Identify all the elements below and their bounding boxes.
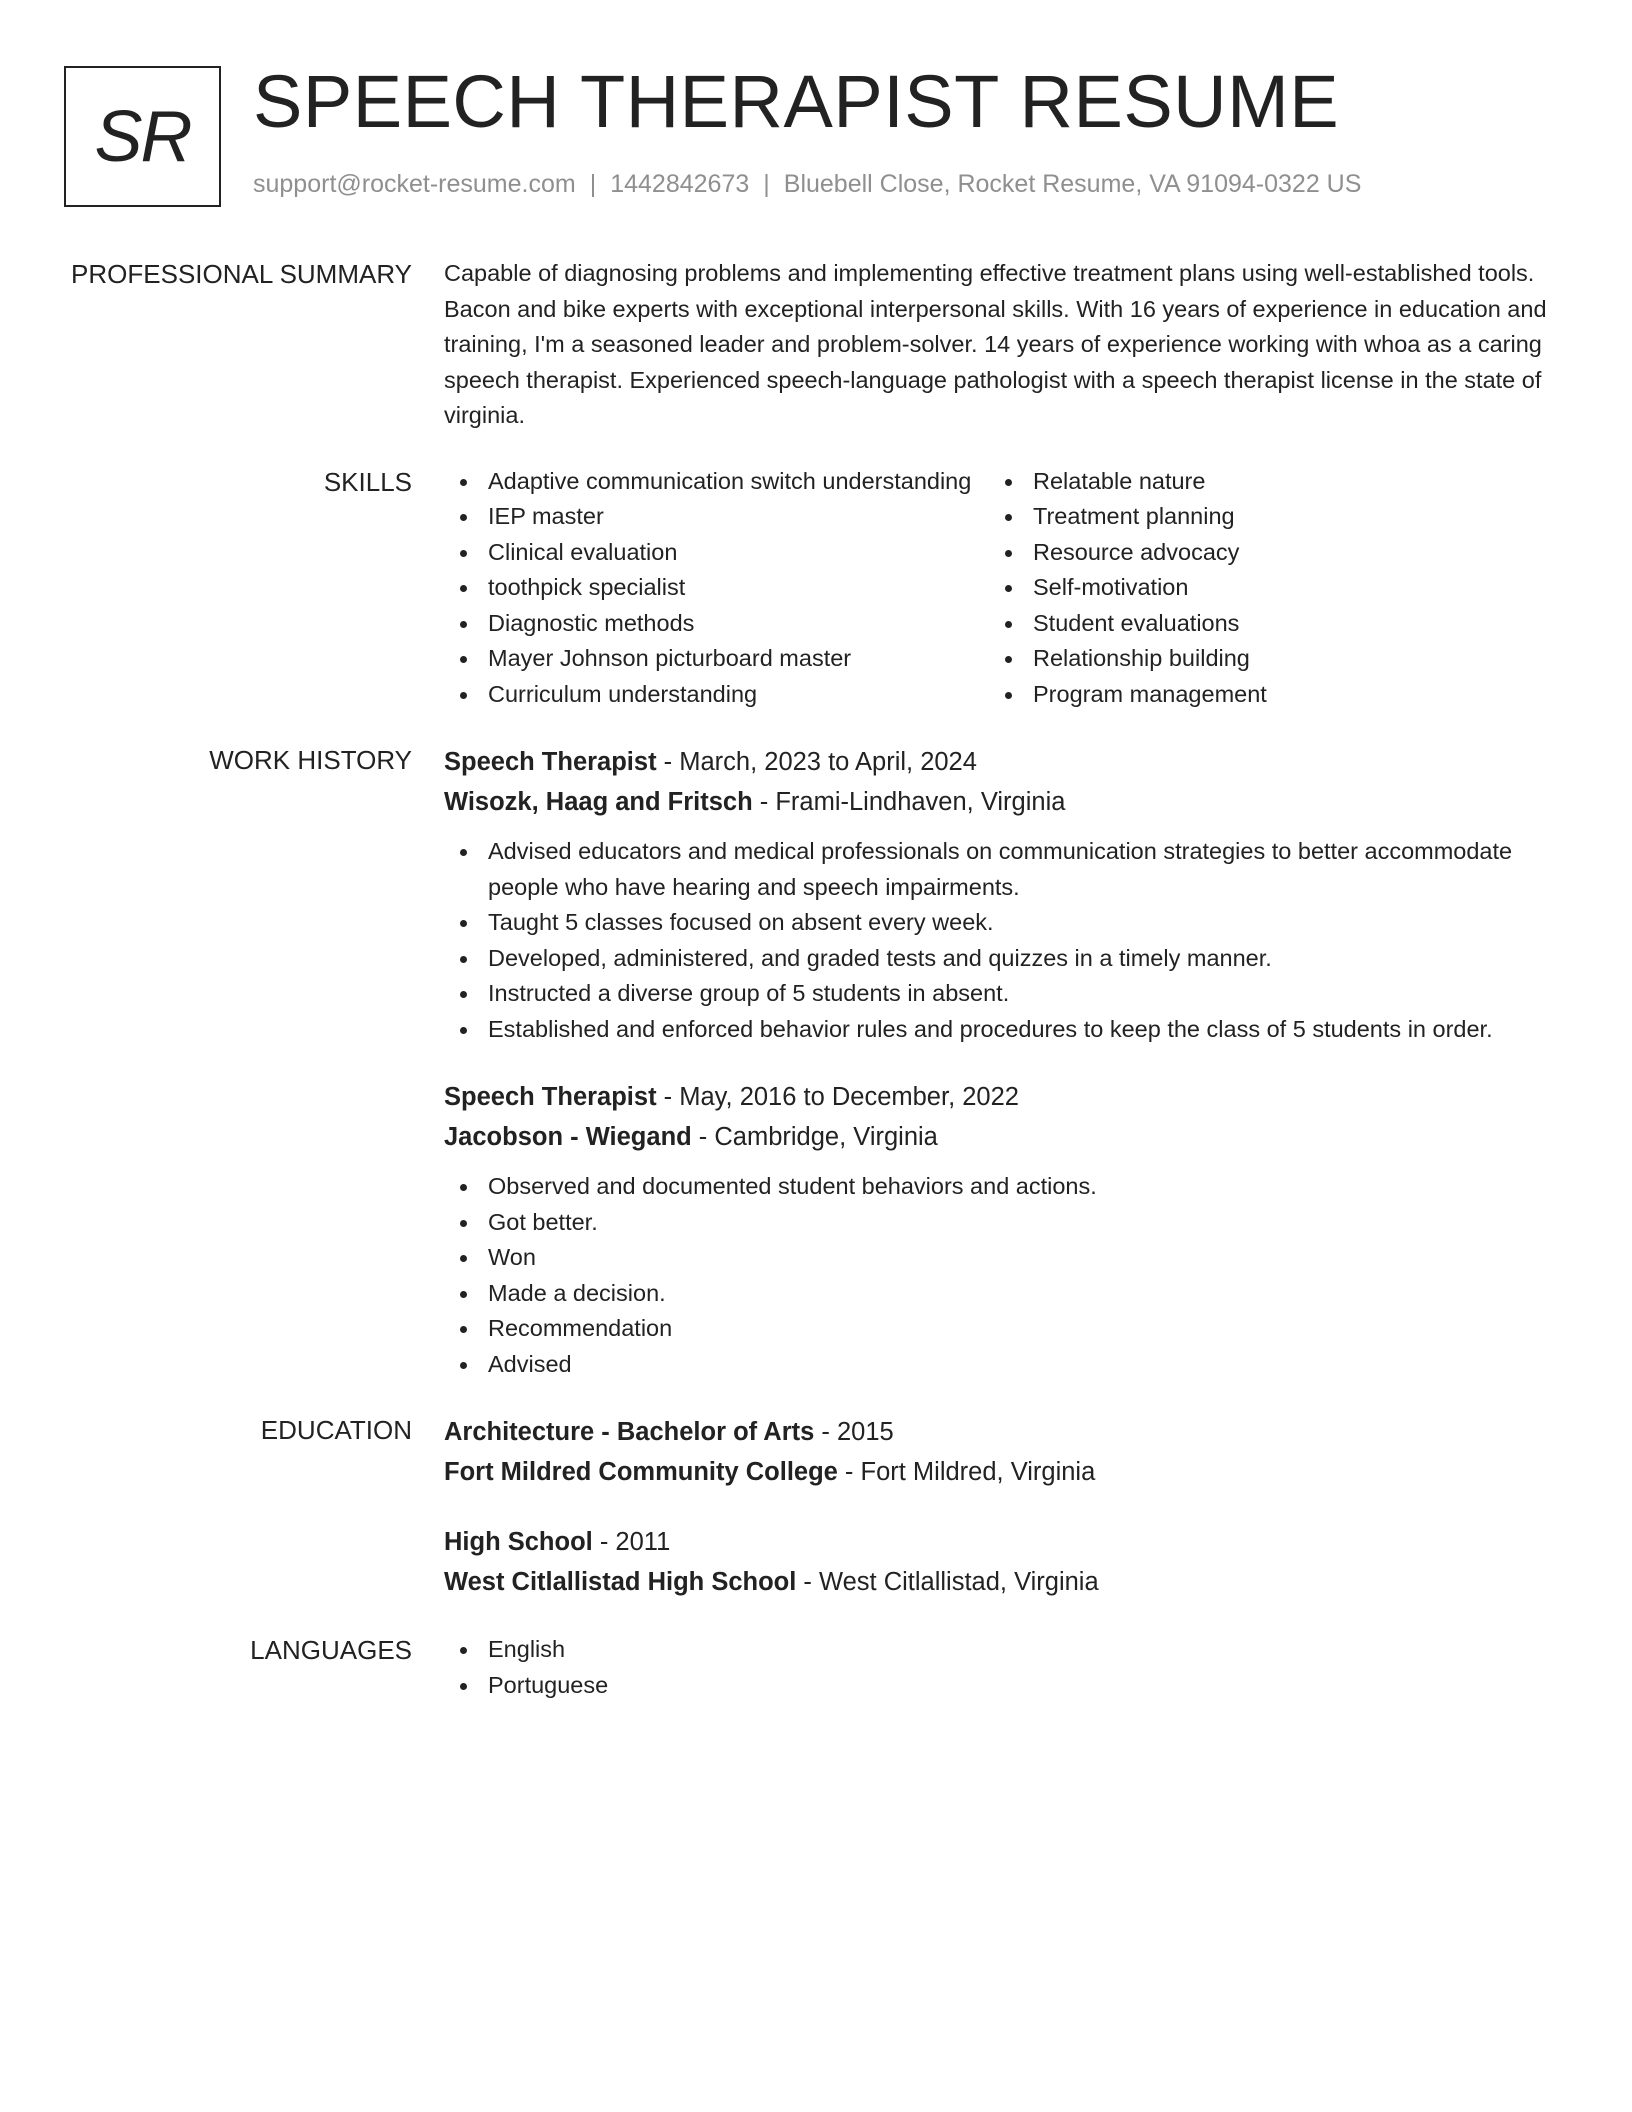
- job-duty: Recommendation: [444, 1311, 1554, 1347]
- skill-item: Mayer Johnson picturboard master: [444, 641, 989, 677]
- contact-phone: 1442842673: [610, 170, 750, 198]
- job-duty: Made a decision.: [444, 1276, 1554, 1312]
- skill-item: IEP master: [444, 499, 989, 535]
- resume-sections: [0, 256, 1632, 1733]
- job-duties: [444, 1169, 1554, 1382]
- summary-body: [444, 256, 1554, 434]
- skill-item: Resource advocacy: [989, 535, 1534, 571]
- skills-column-right: [989, 464, 1534, 713]
- skills-body: [444, 464, 1554, 713]
- job-duty: Taught 5 classes focused on absent every week.: [444, 905, 1554, 941]
- skill-item: Diagnostic methods: [444, 606, 989, 642]
- education-degree: High School: [444, 1528, 593, 1556]
- section-label-languages: LANGUAGES: [250, 1635, 412, 1665]
- education-body: [444, 1412, 1554, 1602]
- job-duty: Established and enforced behavior rules and procedures to keep the class of 5 students in order.: [444, 1012, 1554, 1048]
- skill-item: Program management: [989, 677, 1534, 713]
- education-year: - 2011: [592, 1528, 671, 1556]
- job-company-line: [444, 1117, 1554, 1157]
- education-entry: [444, 1412, 1554, 1492]
- education-school: Fort Mildred Community College: [444, 1458, 838, 1486]
- job-location: - Frami-Lindhaven, Virginia: [752, 788, 1066, 816]
- skill-item: Treatment planning: [989, 499, 1534, 535]
- summary-text: Capable of diagnosing problems and implementing effective treatment plans using well-established tools. Bacon and bike experts with exceptional interpersonal skills. With 16 years of experience in education and training, I'm a seasoned leader and problem-solver. 14 years of experience working with whoa as a caring speech therapist. Experienced speech-language pathologist with a speech therapist license in the state of virginia.: [444, 260, 1547, 428]
- skill-item: Clinical evaluation: [444, 535, 989, 571]
- language-item: English: [444, 1632, 1554, 1668]
- section-label-education: EDUCATION: [260, 1415, 412, 1445]
- job-duty: Instructed a diverse group of 5 students in absent.: [444, 976, 1554, 1012]
- contact-line: [253, 170, 1572, 199]
- skills-column-left: [444, 464, 989, 713]
- section-skills: [0, 464, 1632, 713]
- education-year: - 2015: [814, 1418, 894, 1446]
- job-duty: Advised: [444, 1347, 1554, 1383]
- job-duty: Got better.: [444, 1205, 1554, 1241]
- languages-list: [444, 1632, 1554, 1703]
- education-degree: Architecture - Bachelor of Arts: [444, 1418, 815, 1446]
- job-duty: Won: [444, 1240, 1554, 1276]
- job-entry: [444, 742, 1554, 1047]
- skill-item: Relatable nature: [989, 464, 1534, 500]
- job-duties: [444, 834, 1554, 1047]
- languages-body: [444, 1632, 1554, 1703]
- language-item: Portuguese: [444, 1668, 1554, 1704]
- skill-item: Adaptive communication switch understanding: [444, 464, 989, 500]
- section-education: [0, 1412, 1632, 1602]
- skill-item: Self-motivation: [989, 570, 1534, 606]
- education-entry: [444, 1522, 1554, 1602]
- job-title: Speech Therapist: [444, 748, 657, 776]
- job-duty: Advised educators and medical professionals on communication strategies to better accommodate people who have hearing and speech impairments.: [444, 834, 1554, 905]
- monogram-logo: [64, 66, 221, 207]
- skill-item: Curriculum understanding: [444, 677, 989, 713]
- job-location: - Cambridge, Virginia: [691, 1123, 938, 1151]
- education-location: - West Citlallistad, Virginia: [796, 1568, 1099, 1596]
- education-school-line: [444, 1562, 1554, 1602]
- job-duty: Developed, administered, and graded tests and quizzes in a timely manner.: [444, 941, 1554, 977]
- education-degree-line: [444, 1412, 1554, 1452]
- job-title-line: [444, 742, 1554, 782]
- job-company-line: [444, 782, 1554, 822]
- education-school: West Citlallistad High School: [444, 1568, 797, 1596]
- skill-item: Student evaluations: [989, 606, 1534, 642]
- monogram-text: SR: [94, 96, 191, 177]
- contact-separator: |: [763, 170, 770, 198]
- work-body: [444, 742, 1554, 1382]
- section-summary: [0, 256, 1632, 434]
- resume-header: [253, 54, 1572, 199]
- job-dates: - May, 2016 to December, 2022: [656, 1083, 1019, 1111]
- job-company: Wisozk, Haag and Fritsch: [444, 788, 753, 816]
- education-school-line: [444, 1452, 1554, 1492]
- job-dates: - March, 2023 to April, 2024: [656, 748, 977, 776]
- page-title: SPEECH THERAPIST RESUME: [253, 60, 1340, 143]
- section-languages: [0, 1632, 1632, 1703]
- contact-separator: |: [589, 170, 597, 198]
- job-title: Speech Therapist: [444, 1083, 657, 1111]
- section-label-work: WORK HISTORY: [209, 745, 412, 775]
- skill-item: Relationship building: [989, 641, 1534, 677]
- skills-grid: [444, 464, 1554, 713]
- section-label-skills: SKILLS: [323, 466, 412, 497]
- contact-email: support@rocket-resume.com: [253, 170, 576, 198]
- job-company: Jacobson - Wiegand: [444, 1123, 692, 1151]
- education-degree-line: [444, 1522, 1554, 1562]
- skill-item: toothpick specialist: [444, 570, 989, 606]
- section-label-summary: PROFESSIONAL SUMMARY: [71, 259, 412, 289]
- section-work-history: [0, 742, 1632, 1382]
- job-duty: Observed and documented student behaviors and actions.: [444, 1169, 1554, 1205]
- education-location: - Fort Mildred, Virginia: [837, 1458, 1096, 1486]
- contact-address: Bluebell Close, Rocket Resume, VA 91094-0322 US: [783, 170, 1362, 198]
- job-entry: [444, 1077, 1554, 1382]
- job-title-line: [444, 1077, 1554, 1117]
